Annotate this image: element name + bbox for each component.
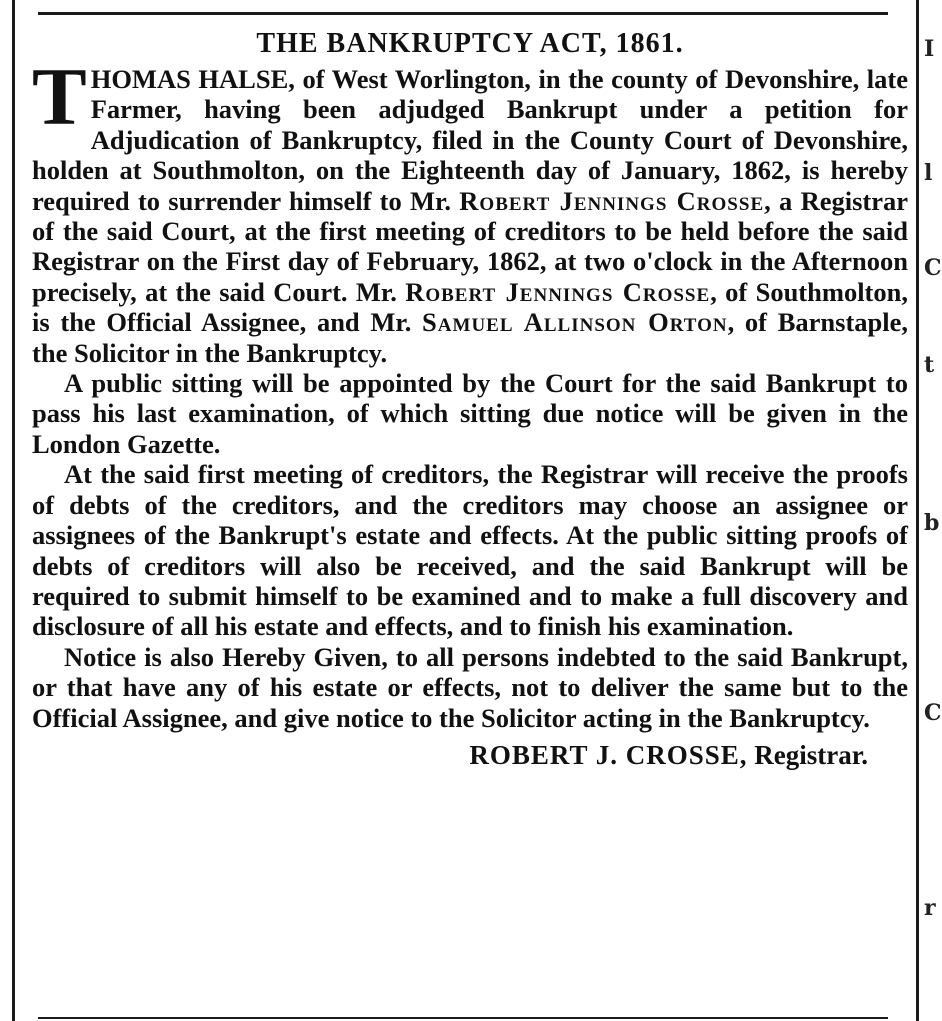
adjacent-column-fragment: l (924, 160, 933, 186)
registrar-name: Robert Jennings Crosse (459, 185, 765, 216)
bankruptcy-notice (32, 24, 908, 773)
top-rule (38, 12, 888, 15)
adjacent-column-fragment: t (924, 352, 935, 378)
right-column-rule (916, 0, 919, 1021)
signature-line (32, 737, 868, 773)
drop-cap: T (32, 51, 87, 142)
solicitor-name: Samuel Allinson Orton (422, 307, 728, 338)
notice-paragraph-2: A public sitting will be appointed by the Court for the said Bankrupt to pass his last examination, of which sitting due notice will be given in the London Gazette. (32, 368, 908, 459)
notice-heading: THE BANKRUPTCY ACT, 1861. (256, 28, 684, 59)
left-column-rule (12, 0, 15, 1021)
adjacent-column-fragment: I (924, 36, 935, 62)
notice-paragraph-1: THOMAS HALSE, of West Worlington, in the county of Devonshire, late Farmer, having been adjudged Bankrupt under a petition for Adjudication of Bankruptcy, filed in the County Court of Devonshire, holden at Southmolton, on the Eighteenth day of January, 1862, is hereby required to surrender himself to Mr. Robert Jennings Crosse, a Registrar of the said Court, at the first meeting of creditors to be held before the said Registrar on the First day of February, 1862, at two o'clock in the Afternoon precisely, at the said Court. Mr. Robert Jennings Crosse, of Southmolton, is the Official Assignee, and Mr. Samuel Allinson Orton, of Barnstaple, the Solicitor in the Bankruptcy. (32, 51, 909, 368)
notice-paragraph-3: At the said first meeting of creditors, the Registrar will receive the proofs of debts of the creditors, and the creditors may choose an assignee or assignees of the Bankrupt's estate and effects. At the public sitting proofs of debts of creditors will also be received, and the said Bankrupt will be required to submit himself to be examined and to make a full discovery and disclosure of all his estate and effects, and to finish his examination. (32, 459, 908, 642)
bottom-rule (38, 1017, 888, 1019)
adjacent-column-fragment: C (924, 255, 942, 281)
adjacent-column-fragment: b (924, 510, 940, 536)
assignee-name: Robert Jennings Crosse (405, 276, 711, 307)
bankrupt-name: HOMAS HALSE, (90, 64, 295, 94)
signatory-title: Registrar. (754, 739, 868, 770)
notice-paragraph-4: Notice is also Hereby Given, to all persons indebted to the said Bankrupt, or that have any of his estate or effects, not to deliver the same but to the Official Assignee, and give notice to the Solicitor acting in the Bankruptcy. (32, 641, 908, 733)
adjacent-column-fragment: r (924, 895, 936, 921)
signatory-name: ROBERT J. CROSSE, (469, 739, 748, 770)
adjacent-column-fragment: C (924, 700, 942, 726)
